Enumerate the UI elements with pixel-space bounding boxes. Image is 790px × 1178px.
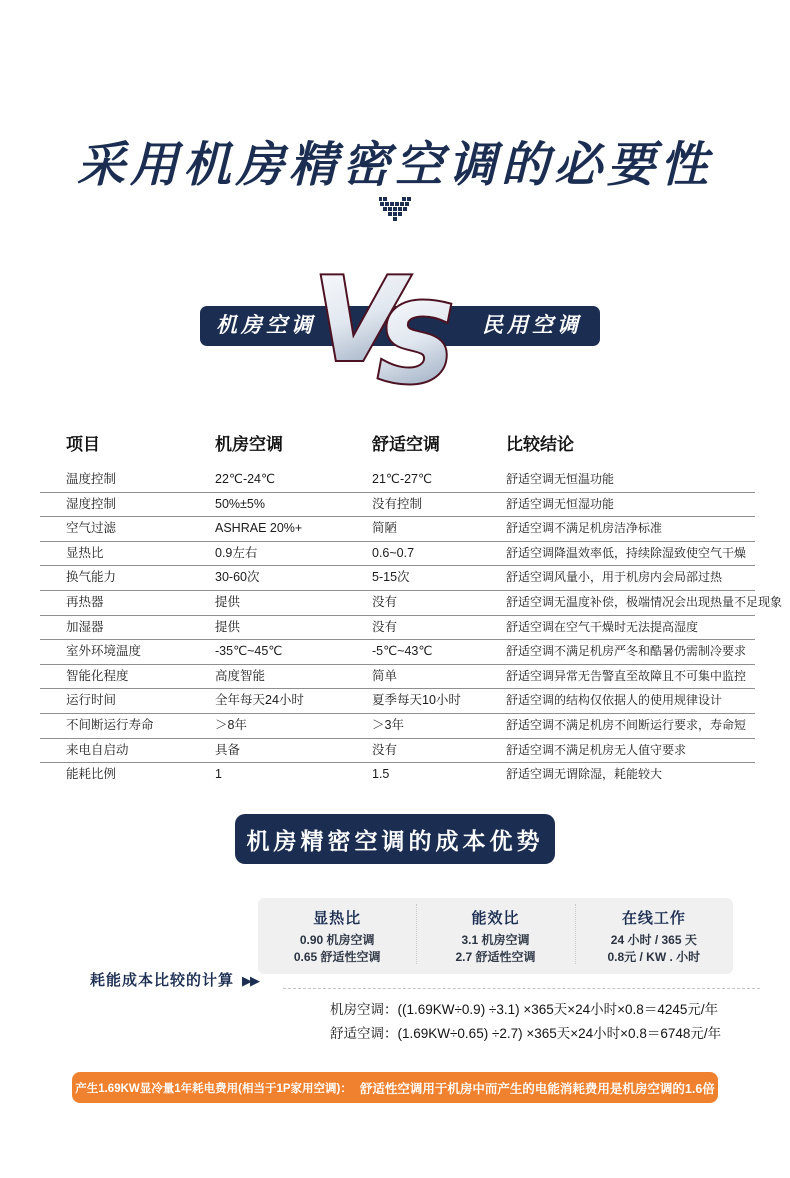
table-cell: 22℃-24℃ [215,472,276,486]
table-cell: 湿度控制 [66,496,117,511]
stat-value: 0.8元 / KW . 小时 [607,950,701,964]
table-cell: 提供 [215,619,241,634]
divider-dashed-line [283,988,760,989]
table-cell: 1 [215,767,222,782]
table-cell: 50%±5% [215,496,265,511]
table-cell: 运行时间 [66,693,117,708]
stat-value: 3.1 机房空调 [461,933,530,947]
cost-section-title: 机房精密空调的成本优势 [235,814,555,864]
table-cell: 能耗比例 [66,767,117,782]
table-cell: 智能化程度 [66,668,129,683]
formula-comfort-ac: 舒适空调：(1.69KW÷0.65) ÷2.7) ×365天×24小时×0.8＝6748元/年 [330,1026,722,1041]
col-header-conclusion: 比较结论 [506,435,574,454]
table-cell: 21℃-27℃ [372,472,433,486]
table-cell: -35℃~45℃ [215,644,283,659]
table-cell: 舒适空调在空气干燥时无法提高湿度 [506,619,699,634]
vs-icon [303,254,483,404]
table-row [40,591,783,616]
table-cell: 提供 [215,594,241,609]
table-cell: 舒适空调无恒温功能 [506,472,615,486]
table-cell: 舒适空调无谓除湿，耗能较大 [506,767,663,782]
banner-highlight: 舒适性空调用于机房中而产生的电能消耗费用是机房空调的1.6倍 [359,1081,715,1096]
stat-label: 显热比 [313,910,362,927]
table-cell: 简陋 [372,521,398,536]
table-row [40,739,755,764]
table-cell: 换气能力 [66,570,117,585]
table-cell: 简单 [372,668,398,683]
table-cell: 舒适空调不满足机房无人值守要求 [506,742,687,757]
vs-letter-v: V [313,254,403,388]
table-cell: 没有 [372,594,398,609]
table-cell: ＞3年 [372,717,404,732]
table-cell: ＞8年 [215,717,247,732]
table-cell: 空气过滤 [66,521,117,536]
table-cell: 0.9左右 [215,545,258,560]
table-cell: 全年每天24小时 [215,693,304,708]
table-cell: 舒适空调不满足机房不间断运行要求，寿命短 [506,717,747,732]
chevron-down-dots-icon [375,197,379,201]
stat-value: 2.7 舒适性空调 [455,950,536,964]
table-cell: 舒适空调无恒湿功能 [506,496,615,511]
table-cell: 没有 [372,619,398,634]
table-row [40,714,755,739]
table-cell: 舒适空调不满足机房严冬和酷暑仍需制冷要求 [506,644,747,659]
conclusion-banner [72,1072,718,1103]
table-row [40,542,755,567]
table-cell: 来电自启动 [66,742,129,757]
table-row [40,665,755,690]
table-cell: ASHRAE 20%+ [215,521,303,536]
vs-left-label: 机房空调 [216,314,316,337]
table-cell: 夏季每天10小时 [372,693,461,708]
banner-prefix: 产生1.69KW显冷量1年耗电费用(相当于1P家用空调)： [75,1082,352,1095]
table-cell: 舒适空调异常无告警直至故障且不可集中监控 [506,668,747,683]
table-cell: 1.5 [372,767,390,782]
table-cell: 30-60次 [215,570,260,585]
table-cell: 没有 [372,742,398,757]
stats-box [258,898,733,974]
table-cell: 舒适空调的结构仅依据人的使用规律设计 [506,693,723,708]
table-cell: 室外环境温度 [66,644,142,659]
vs-right-label: 民用空调 [482,314,582,337]
formula-room-ac: 机房空调：((1.69KW÷0.9) ÷3.1) ×365天×24小时×0.8＝4245元/年 [330,1002,719,1017]
table-row [40,616,755,641]
comparison-table-body [40,468,783,787]
comparison-table [40,430,783,787]
page-title: 采用机房精密空调的必要性 [76,139,713,192]
stat-energy-efficiency-ratio [416,898,574,974]
table-cell: 加湿器 [66,619,104,634]
double-arrow-right-icon: ▶▶ [242,973,259,988]
table-row [40,468,755,493]
table-cell: -5℃~43℃ [372,644,433,659]
table-cell: 具备 [215,742,241,757]
table-cell: 0.6~0.7 [372,545,415,560]
stat-label: 能效比 [471,910,520,927]
table-cell: 舒适空调降温效率低，持续除湿致使空气干燥 [506,545,747,560]
table-row [40,493,755,518]
table-row [40,763,755,787]
cost-formulas [330,998,721,1046]
col-header-item: 项目 [66,435,100,454]
table-cell: 5-15次 [372,570,410,585]
comparison-table-header [40,430,755,468]
energy-cost-calc-label [90,969,258,990]
stat-value: 0.90 机房空调 [299,933,375,947]
col-header-comfort-ac: 舒适空调 [372,435,440,454]
stat-sensible-heat-ratio [258,898,416,974]
table-row [40,689,755,714]
table-cell: 舒适空调无温度补偿，极端情况会出现热量不足现象 [506,594,783,609]
vs-letter-s: S [377,280,457,404]
stat-label: 在线工作 [621,910,686,927]
stat-online-working [575,898,733,974]
table-cell: 没有控制 [372,496,423,511]
col-header-room-ac: 机房空调 [215,435,283,454]
table-row [40,517,755,542]
table-row [40,640,755,665]
table-cell: 显热比 [66,545,104,560]
table-cell: 舒适空调不满足机房洁净标准 [506,521,663,536]
table-row [40,566,755,591]
table-cell: 不间断运行寿命 [66,717,154,732]
table-cell: 舒适空调风量小，用于机房内会局部过热 [506,570,723,585]
table-cell: 再热器 [66,594,104,609]
stat-value: 0.65 舒适性空调 [293,950,381,964]
stat-value: 24 小时 / 365 天 [610,933,697,947]
table-cell: 温度控制 [66,472,117,486]
calc-label-text: 耗能成本比较的计算 [90,972,235,989]
table-cell: 高度智能 [215,668,266,683]
